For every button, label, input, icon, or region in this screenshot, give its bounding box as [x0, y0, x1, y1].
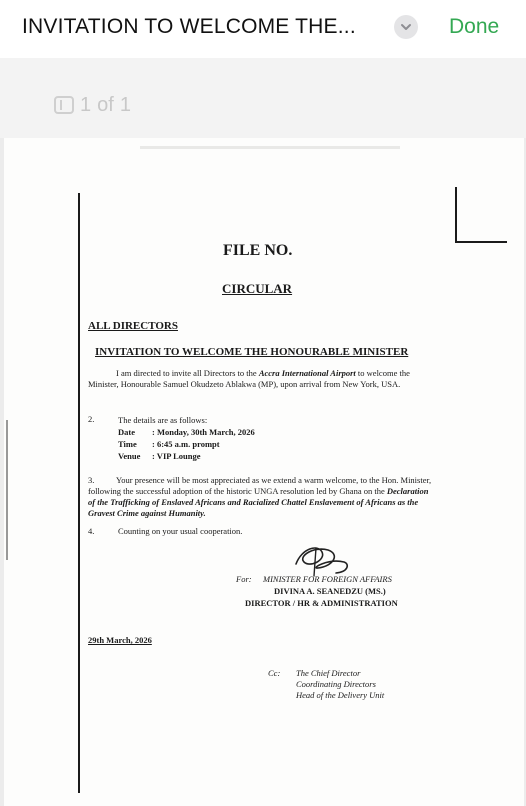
signatory-title: DIRECTOR / HR & ADMINISTRATION — [245, 598, 398, 608]
margin-line — [78, 193, 80, 793]
corner-mark-vertical — [455, 187, 457, 242]
page-total: 1 — [119, 93, 131, 116]
detail-date: Date : Monday, 30th March, 2026 — [118, 427, 255, 437]
file-number: FILE NO. — [223, 242, 293, 259]
paragraph-1: I am directed to invite all Directors to the Accra International Airport to welcome the Minister, Honourable Samuel Okudzeto Ablakwa (MP), upon arrival from New York, USA. — [88, 368, 410, 389]
circular-label: CIRCULAR — [222, 281, 293, 296]
cc-item: Coordinating Directors — [296, 679, 376, 689]
paragraph-4-number: 4. — [88, 526, 95, 536]
event-details — [118, 414, 255, 462]
top-bar — [0, 0, 526, 58]
signatory-name: DIVINA A. SEANEDZU (MS.) — [274, 586, 386, 596]
scan-smudge — [140, 146, 400, 149]
details-intro: The details are as follows: — [118, 415, 208, 425]
paragraph-3: Your presence will be most appreciated as we extend a warm welcome, to the Hon. Minister, following the successful adoption of the historic UNGA resolution led by Ghana on the Declaration of the Trafficking of Enslaved Africans and Racialized Chattel Enslavement of Africans as the Gravest Crime against Humanity. — [88, 475, 432, 518]
cc-item: The Chief Director — [296, 668, 361, 678]
paragraph-3-number: 3. — [88, 475, 95, 485]
cc-item: Head of the Delivery Unit — [296, 690, 385, 700]
document-page — [4, 138, 524, 806]
document-title[interactable]: INVITATION TO WELCOME THE... — [22, 15, 356, 38]
detail-time: Time : 6:45 a.m. prompt — [118, 439, 220, 449]
letter-date: 29th March, 2026 — [88, 635, 152, 645]
for-ministry: MINISTER FOR FOREIGN AFFAIRS — [263, 574, 392, 584]
chevron-down-icon — [400, 22, 412, 32]
page-of-label: of — [97, 93, 114, 116]
letter-heading: INVITATION TO WELCOME THE HONOURABLE MINISTER — [95, 346, 409, 358]
page-counter[interactable] — [54, 94, 131, 116]
corner-mark-horizontal — [455, 241, 507, 243]
title-menu-button[interactable] — [394, 15, 418, 39]
cc-list — [296, 668, 384, 701]
page-current: 1 — [80, 93, 92, 116]
addressee: ALL DIRECTORS — [88, 320, 178, 332]
sidebar-pages-icon — [54, 96, 74, 114]
cc-label: Cc: — [268, 668, 281, 678]
detail-venue: Venue : VIP Lounge — [118, 451, 201, 461]
paragraph-2-number: 2. — [88, 414, 95, 424]
paragraph-4: Counting on your usual cooperation. — [118, 526, 243, 536]
scan-edge-mark — [6, 420, 8, 560]
for-label: For: — [236, 574, 252, 584]
done-button[interactable]: Done — [449, 15, 500, 38]
